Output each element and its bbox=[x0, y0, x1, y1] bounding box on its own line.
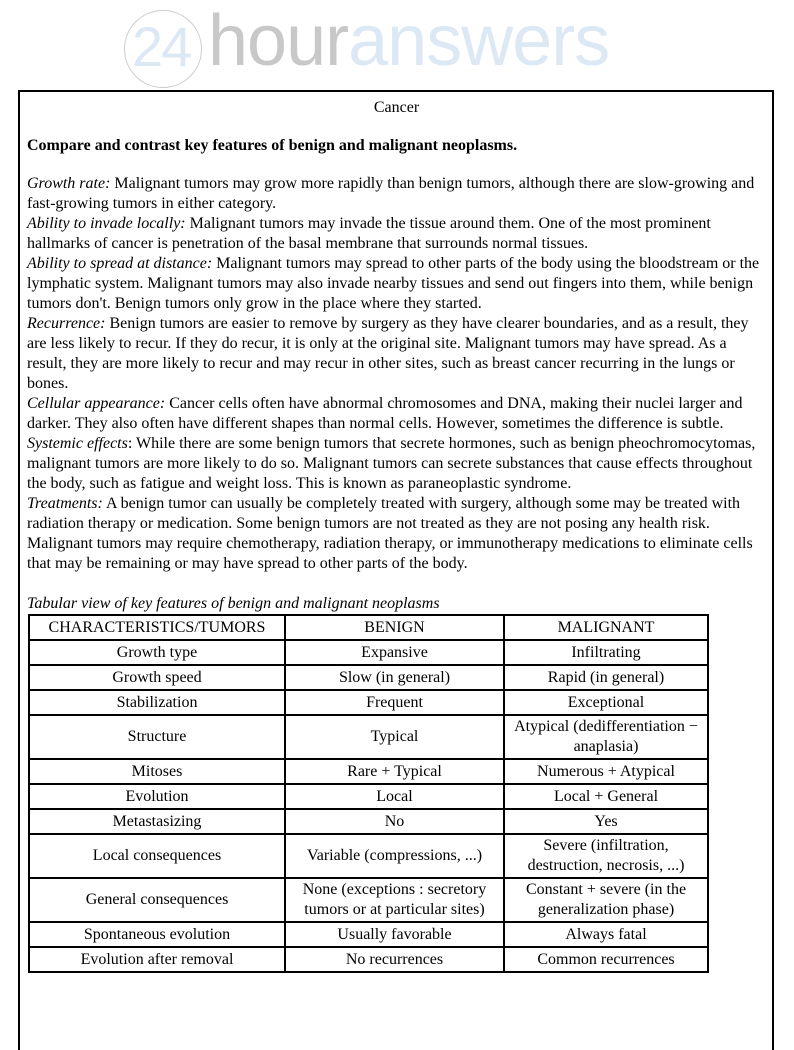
cell-malignant: Yes bbox=[504, 809, 708, 834]
cell-characteristic: Spontaneous evolution bbox=[29, 922, 285, 947]
cell-malignant: Rapid (in general) bbox=[504, 665, 708, 690]
cell-characteristic: Growth speed bbox=[29, 665, 285, 690]
document-page bbox=[18, 90, 774, 1050]
cell-benign: None (exceptions : secretory tumors or at particular sites) bbox=[285, 878, 504, 922]
table-row bbox=[29, 784, 708, 809]
cell-characteristic: Growth type bbox=[29, 640, 285, 665]
cell-benign: Variable (compressions, ...) bbox=[285, 834, 504, 878]
cell-characteristic: General consequences bbox=[29, 878, 285, 922]
cell-malignant: Numerous + Atypical bbox=[504, 759, 708, 784]
cell-characteristic: Metastasizing bbox=[29, 809, 285, 834]
table-row bbox=[29, 665, 708, 690]
cell-benign: Usually favorable bbox=[285, 922, 504, 947]
paragraph bbox=[27, 394, 766, 434]
cell-malignant: Common recurrences bbox=[504, 947, 708, 972]
paragraph-text: Cancer cells often have abnormal chromosomes and DNA, making their nuclei larger and darker. They also often have different shapes than normal cells. However, sometimes the difference is subtle. bbox=[27, 395, 743, 432]
paragraph-label: Ability to invade locally: bbox=[27, 215, 186, 232]
cell-benign: No recurrences bbox=[285, 947, 504, 972]
cell-benign: Rare + Typical bbox=[285, 759, 504, 784]
header-characteristics: CHARACTERISTICS/TUMORS bbox=[29, 615, 285, 640]
cell-characteristic: Local consequences bbox=[29, 834, 285, 878]
paragraph-text: Benign tumors are easier to remove by surgery as they have clearer boundaries, and as a result, they are less likely to recur. If they do recur, it is only at the original site. Malignant tumors may have spread. As a result, they are more likely to recur and may recur in other sites, such as breast cancer recurring in the lungs or bones. bbox=[27, 315, 749, 392]
document-title: Cancer bbox=[373, 99, 420, 116]
paragraph-label: Treatments: bbox=[27, 495, 103, 512]
table-header-row bbox=[29, 615, 708, 640]
table-row bbox=[29, 640, 708, 665]
cell-malignant: Atypical (dedifferentiation − anaplasia) bbox=[504, 715, 708, 759]
paragraphs bbox=[27, 174, 766, 574]
cell-benign: Typical bbox=[285, 715, 504, 759]
table-row bbox=[29, 759, 708, 784]
paragraph-label: Cellular appearance: bbox=[27, 395, 166, 412]
logo-word bbox=[208, 0, 609, 82]
cell-characteristic: Evolution after removal bbox=[29, 947, 285, 972]
cell-malignant: Constant + severe (in the generalization phase) bbox=[504, 878, 708, 922]
paragraph bbox=[27, 174, 766, 214]
cell-malignant: Exceptional bbox=[504, 690, 708, 715]
paragraph-text: : While there are some benign tumors that secrete hormones, such as benign pheochromocytomas, malignant tumors are more likely to do so. Malignant tumors can secrete substances that cause effects throughout the body, such as fatigue and weight loss. This is known as paraneoplastic syndrome. bbox=[27, 435, 756, 492]
paragraph-text: Malignant tumors may spread to other parts of the body using the bloodstream or the lymphatic system. Malignant tumors may also invade nearby tissues and send out fingers into them, while benign tumors don't. Benign tumors only grow in the place where they started. bbox=[27, 255, 760, 312]
paragraph-text: Malignant tumors may invade the tissue around them. One of the most prominent hallmarks of cancer is penetration of the basal membrane that surrounds normal tissues. bbox=[27, 215, 711, 252]
paragraph bbox=[27, 434, 766, 494]
logo-hour: hour bbox=[208, 1, 349, 81]
paragraph-text: Malignant tumors may grow more rapidly than benign tumors, although there are slow-growing and fast-growing tumors in either category. bbox=[27, 175, 755, 212]
table-row bbox=[29, 878, 708, 922]
cell-characteristic: Structure bbox=[29, 715, 285, 759]
comparison-table bbox=[28, 614, 709, 973]
table-row bbox=[29, 690, 708, 715]
paragraph bbox=[27, 254, 766, 314]
paragraph-label: Ability to spread at distance: bbox=[27, 255, 213, 272]
cell-malignant: Infiltrating bbox=[504, 640, 708, 665]
table-row bbox=[29, 809, 708, 834]
cell-benign: Expansive bbox=[285, 640, 504, 665]
paragraph bbox=[27, 214, 766, 254]
cell-benign: Slow (in general) bbox=[285, 665, 504, 690]
logo-answers: answers bbox=[348, 1, 610, 81]
header-malignant: MALIGNANT bbox=[504, 615, 708, 640]
paragraph bbox=[27, 314, 766, 394]
paragraph-label: Systemic effects bbox=[27, 435, 128, 452]
question-heading: Compare and contrast key features of benign and malignant neoplasms. bbox=[27, 137, 518, 154]
table-row bbox=[29, 715, 708, 759]
cell-benign: Frequent bbox=[285, 690, 504, 715]
table-row bbox=[29, 947, 708, 972]
cell-characteristic: Mitoses bbox=[29, 759, 285, 784]
table-row bbox=[29, 922, 708, 947]
cell-characteristic: Evolution bbox=[29, 784, 285, 809]
paragraph bbox=[27, 494, 766, 574]
cell-malignant: Severe (infiltration, destruction, necrosis, ...) bbox=[504, 834, 708, 878]
paragraph-label: Growth rate: bbox=[27, 175, 111, 192]
cell-malignant: Local + General bbox=[504, 784, 708, 809]
header-benign: BENIGN bbox=[285, 615, 504, 640]
paragraph-text: A benign tumor can usually be completely treated with surgery, although some may be treated with radiation therapy or medication. Some benign tumors are not treated as they are not posing any health risk. Malignant tumors may require chemotherapy, radiation therapy, or immunotherapy medications to eliminate cells that may be remaining or may have spread to other parts of the body. bbox=[27, 495, 753, 572]
table-row bbox=[29, 834, 708, 878]
table-caption: Tabular view of key features of benign and malignant neoplasms bbox=[27, 595, 440, 612]
cell-benign: No bbox=[285, 809, 504, 834]
cell-benign: Local bbox=[285, 784, 504, 809]
cell-malignant: Always fatal bbox=[504, 922, 708, 947]
paragraph-label: Recurrence: bbox=[27, 315, 106, 332]
logo-number: 24 bbox=[132, 15, 191, 78]
cell-characteristic: Stabilization bbox=[29, 690, 285, 715]
logo-24houranswers bbox=[124, 1, 644, 88]
